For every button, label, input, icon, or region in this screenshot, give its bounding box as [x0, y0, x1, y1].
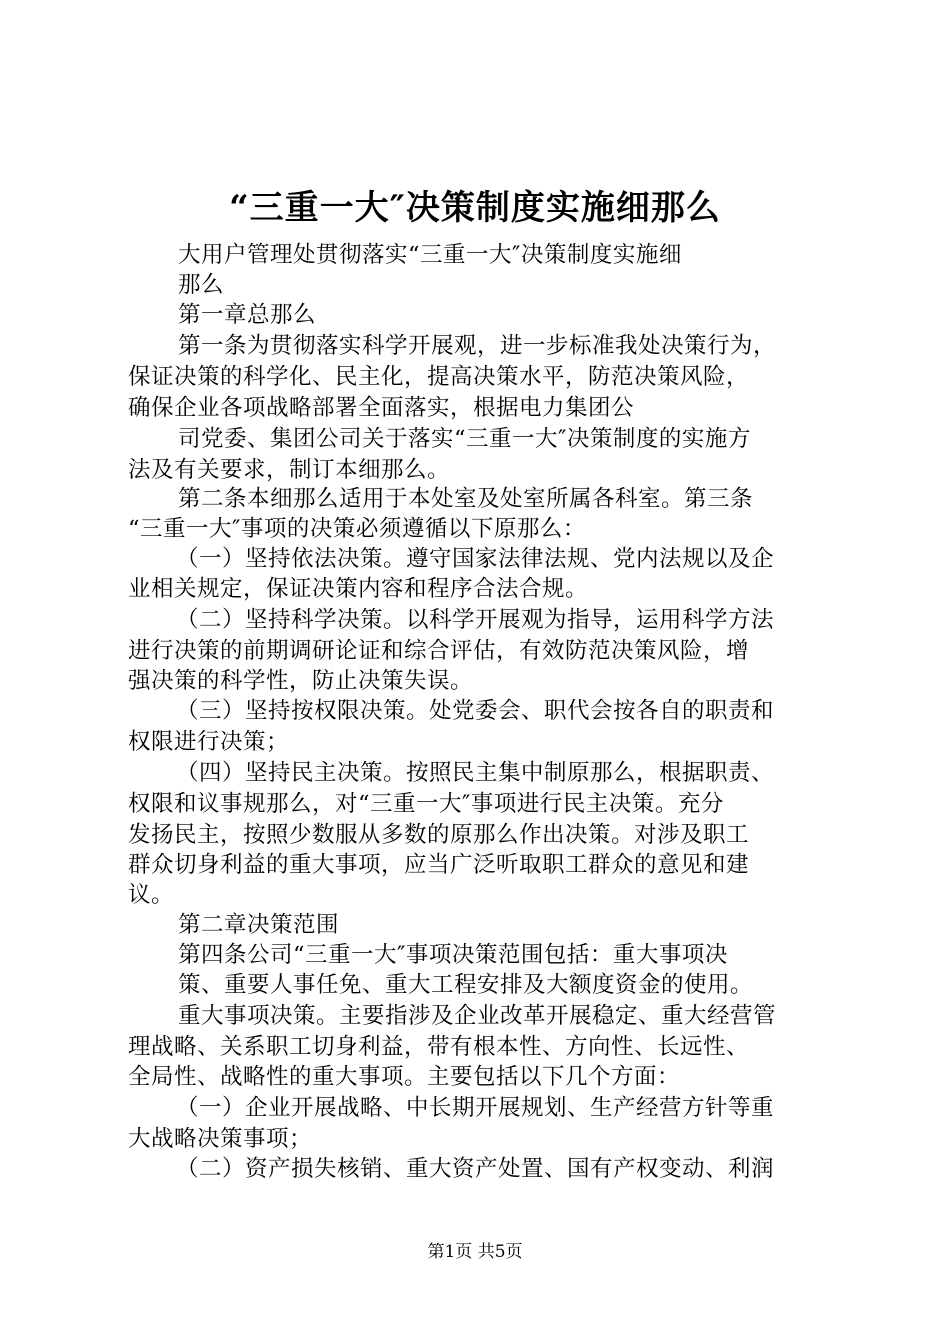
- page-footer: 第1页 共5页: [427, 1242, 523, 1262]
- paragraph-line: （一）企业开展战略、中长期开展规划、生产经营方针等重: [176, 1095, 775, 1121]
- paragraph-line: 群众切身利益的重大事项，应当广泛听取职工群众的意见和建: [128, 852, 750, 878]
- paragraph-line: 确保企业各项战略部署全面落实，根据电力集团公: [128, 395, 635, 421]
- paragraph-line: 那么: [178, 272, 225, 298]
- paragraph-line: （二）坚持科学决策。以科学开展观为指导，运用科学方法: [176, 607, 775, 633]
- paragraph-line: （四）坚持民主决策。按照民主集中制原那么，根据职责、: [176, 760, 775, 786]
- paragraph-line: 发扬民主，按照少数服从多数的原那么作出决策。对涉及职工: [128, 822, 750, 848]
- chapter-heading: 第一章总那么: [178, 302, 317, 328]
- document-title: “三重一大″决策制度实施细那么: [229, 188, 721, 228]
- paragraph-line: 重大事项决策。主要指涉及企业改革开展稳定、重大经营管: [178, 1003, 777, 1029]
- paragraph-line: 强决策的科学性，防止决策失误。: [128, 668, 474, 694]
- paragraph-line: 第四条公司“三重一大″事项决策范围包括：重大事项决: [178, 942, 728, 968]
- paragraph-line: 大战略决策事项；: [128, 1126, 313, 1152]
- paragraph-line: 全局性、战略性的重大事项。主要包括以下几个方面：: [128, 1064, 681, 1090]
- paragraph-line: 司党委、集团公司关于落实“三重一大″决策制度的实施方: [178, 426, 751, 452]
- paragraph-line: 议。: [128, 882, 175, 908]
- paragraph-line: 权限进行决策；: [128, 729, 290, 755]
- paragraph-line: （三）坚持按权限决策。处党委会、职代会按各自的职责和: [176, 698, 775, 724]
- paragraph-line: 第一条为贯彻落实科学开展观，进一步标准我处决策行为，: [178, 333, 777, 359]
- paragraph-line: （二）资产损失核销、重大资产处置、国有产权变动、利润: [176, 1156, 775, 1182]
- paragraph-line: 策、重要人事任免、重大工程安排及大额度资金的使用。: [178, 972, 754, 998]
- chapter-heading: 第二章决策范围: [178, 912, 340, 938]
- paragraph-line: 法及有关要求，制订本细那么。: [128, 457, 451, 483]
- paragraph-line: （一）坚持依法决策。遵守国家法律法规、党内法规以及企: [176, 546, 775, 572]
- paragraph-line: 大用户管理处贯彻落实“三重一大″决策制度实施细: [178, 242, 682, 268]
- paragraph-line: “三重一大″事项的决策必须遵循以下原那么：: [128, 516, 586, 542]
- paragraph-line: 权限和议事规那么，对“三重一大″事项进行民主决策。充分: [128, 791, 724, 817]
- paragraph-line: 理战略、关系职工切身利益，带有根本性、方向性、长远性、: [128, 1034, 750, 1060]
- paragraph-line: 进行决策的前期调研论证和综合评估，有效防范决策风险，增: [128, 638, 750, 664]
- paragraph-line: 业相关规定，保证决策内容和程序合法合规。: [128, 576, 589, 602]
- paragraph-line: 保证决策的科学化、民主化，提高决策水平，防范决策风险，: [128, 364, 750, 390]
- paragraph-line: 第二条本细那么适用于本处室及处室所属各科室。第三条: [178, 486, 754, 512]
